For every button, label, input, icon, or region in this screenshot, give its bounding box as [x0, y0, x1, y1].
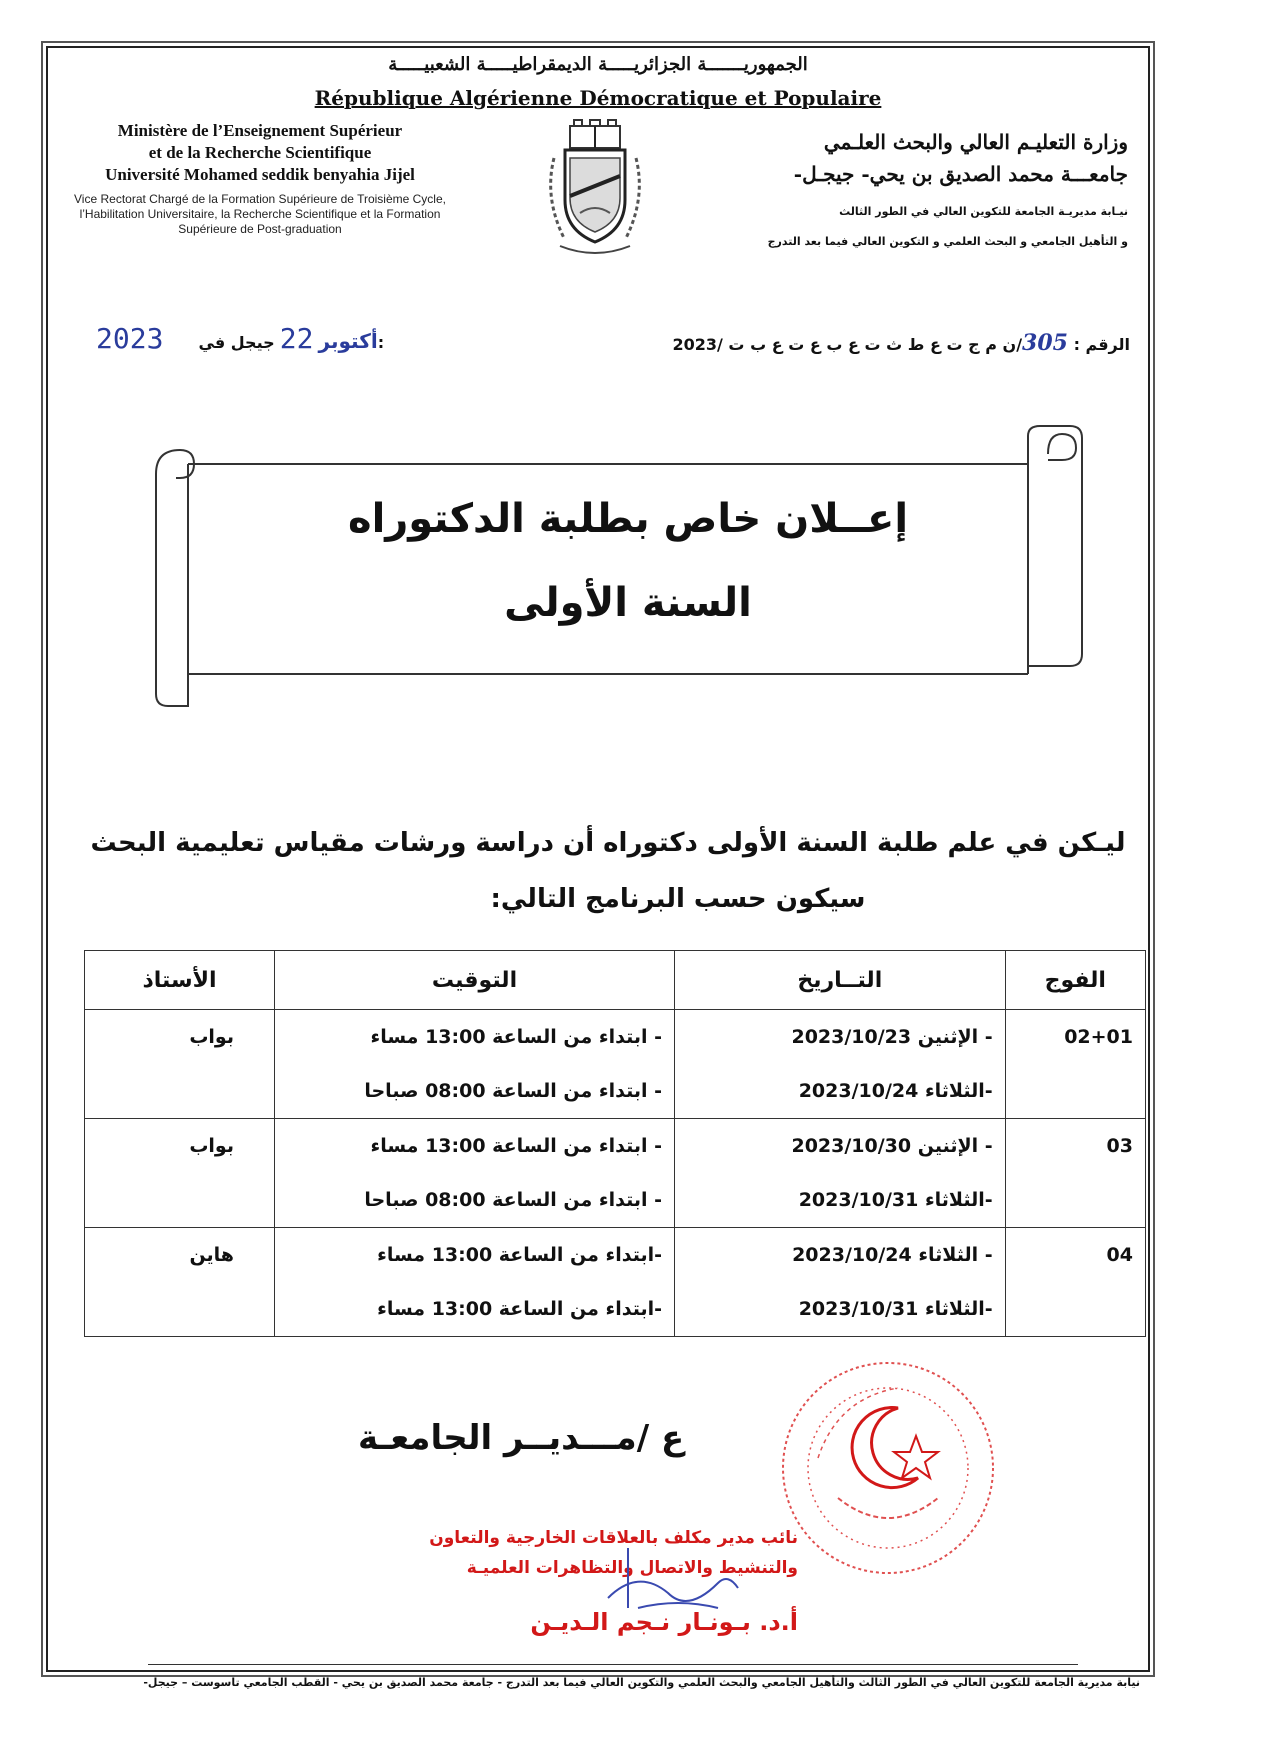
reference-code: /ن م ج ت ع ط ث ت ع ب ع ت ع ب ت /2023: [672, 335, 1023, 354]
reference-handwritten-number: 305: [1022, 330, 1068, 356]
footer-address: نيابة مديرية الجامعة للتكوين العالي في الطور الثالث والتأهيل الجامعي والبحث العلمي والتكوين العالي فيما بعد التدرج - جامعة محمد الصديق بن يحي - القطب الجامعي تاسوست – جيجل-: [143, 1676, 1140, 1689]
document-frame: [46, 46, 1150, 1689]
date-cell: - الإثنين 2023/10/30: [791, 1135, 993, 1157]
date-cell: -الثلاثاء 2023/10/31: [798, 1298, 993, 1320]
date-cell: - الثلاثاء 2023/10/24: [792, 1244, 993, 1266]
republic-french: République Algérienne Démocratique et Populaire: [314, 86, 882, 110]
republic-arabic: الجمهوريـــــــة الجزائريـــــة الديمقراطيـــــة الشعبيـــــة: [388, 54, 808, 75]
time-cell: - ابتداء من الساعة 08:00 صباحا: [364, 1080, 662, 1102]
intro-line1: ليـكن في علم طلبة السنة الأولى دكتوراه أن دراسة ورشات مقياس تعليمية البحث: [90, 828, 1126, 858]
table-row: [85, 1119, 1146, 1228]
stamp-position-line2: والتنشيط والاتصال والتظاهرات العلميـة: [466, 1558, 798, 1578]
official-seal-icon: [748, 1348, 1028, 1588]
group-cell: 02+01: [1064, 1026, 1133, 1048]
professor-cell: بواب: [189, 1026, 234, 1048]
title-scroll-frame: [148, 424, 1088, 714]
schedule-table: [84, 950, 1146, 1337]
vice-ar-line2: و التأهيل الجامعي و البحث العلمي و التكوين العالي فيما بعد التدرج: [767, 235, 1128, 248]
signature-title: ع /مـــديــر الجامعـة: [358, 1418, 685, 1458]
vice-ar-line1: نيـابة مديريـة الجامعة للتكوين العالي في الطور الثالث: [839, 205, 1128, 218]
stamp-position-line1: نائب مدير مكلف بالعلاقات الخارجية والتعاون: [429, 1528, 798, 1548]
table-row: [85, 1228, 1146, 1337]
vice-rectorat-fr: Vice Rectorat Chargé de la Formation Supérieure de Troisième Cycle, l’Habilitation Universitaire, la Recherche Scientifique et la Formation Supérieure de Post-graduation: [74, 192, 446, 236]
reference-label: الرقم :: [1073, 335, 1130, 354]
intro-line2: سيكون حسب البرنامج التالي:: [490, 884, 866, 914]
header-time: التوقيت: [274, 951, 674, 1010]
time-cell: -ابتداء من الساعة 13:00 مساء: [377, 1244, 662, 1266]
university-ar: جامعـــة محمد الصديق بن يحي- جيجـل-: [793, 162, 1128, 186]
ministry-ar: وزارة التعليـم العالي والبحث العلـمي: [823, 130, 1128, 154]
time-cell: -ابتداء من الساعة 13:00 مساء: [377, 1298, 662, 1320]
ministry-fr-line1: Ministère de l’Enseignement Supérieur: [117, 121, 403, 140]
group-cell: 03: [1106, 1135, 1133, 1157]
reference-number: [672, 330, 1130, 356]
date-place-label: جيجل في:: [198, 333, 385, 352]
date-month: أكتوبر: [318, 329, 378, 353]
announcement-subtitle: السنة الأولى: [504, 580, 752, 626]
date-cell: -الثلاثاء 2023/10/24: [798, 1080, 993, 1102]
date-cell: - الإثنين 2023/10/23: [791, 1026, 993, 1048]
header-date: التــاريخ: [674, 951, 1005, 1010]
time-cell: - ابتداء من الساعة 13:00 مساء: [370, 1026, 662, 1048]
footer-divider: [148, 1664, 1078, 1665]
university-emblem-icon: [540, 118, 650, 258]
stamp-signatory-name: أ.د. بـونـار نـجم الـديـن: [530, 1608, 798, 1636]
time-cell: - ابتداء من الساعة 08:00 صباحا: [364, 1189, 662, 1211]
date-day: 22: [279, 322, 314, 355]
right-header-block: [708, 126, 1128, 250]
time-cell: - ابتداء من الساعة 13:00 مساء: [370, 1135, 662, 1157]
header-group: الفوج: [1005, 951, 1145, 1010]
table-header-row: [85, 951, 1146, 1010]
header-professor: الأستاذ: [85, 951, 275, 1010]
date-cell: -الثلاثاء 2023/10/31: [798, 1189, 993, 1211]
left-header-block: [60, 120, 460, 237]
document-date: [96, 322, 384, 355]
university-fr: Université Mohamed seddik benyahia Jijel: [105, 165, 415, 184]
group-cell: 04: [1106, 1244, 1133, 1266]
announcement-title: إعــلان خاص بطلبة الدكتوراه: [347, 496, 909, 542]
ministry-fr-line2: et de la Recherche Scientifique: [148, 143, 372, 162]
professor-cell: هاين: [189, 1244, 234, 1266]
table-row: [85, 1010, 1146, 1119]
date-year: 2023: [96, 322, 164, 355]
professor-cell: بواب: [189, 1135, 234, 1157]
